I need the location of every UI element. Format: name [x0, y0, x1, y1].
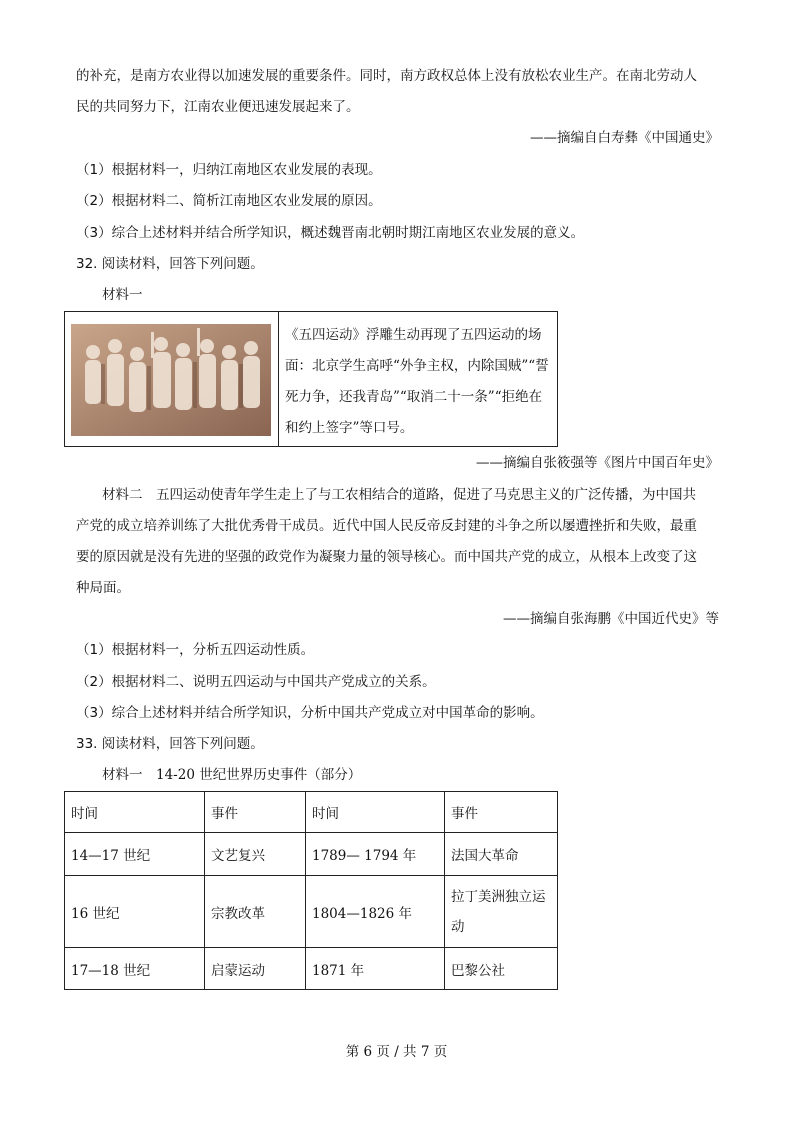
table-cell: 1789— 1794 年 [306, 833, 445, 876]
table-header-cell: 事件 [445, 792, 558, 833]
q32-material2-line1: 材料二 五四运动使青年学生走上了与工农相结合的道路，促进了马克思主义的广泛传播，为中国共 [102, 487, 696, 503]
table-cell: 17—18 世纪 [65, 948, 205, 990]
events-table [64, 791, 558, 990]
q32-material1-box [64, 311, 558, 447]
table-cell: 1871 年 [306, 948, 445, 990]
q32-sub2: （2）根据材料二、说明五四运动与中国共产党成立的关系。 [76, 674, 436, 690]
q32-heading: 32. 阅读材料，回答下列问题。 [76, 256, 264, 272]
q31-sub2: （2）根据材料二、简析江南地区农业发展的原因。 [76, 193, 382, 209]
q32-material1-source: ——摘编自张筱强等《图片中国百年史》 [476, 455, 719, 471]
intro-source: ——摘编自白寿彝《中国通史》 [530, 130, 719, 146]
table-header-cell: 事件 [205, 792, 306, 833]
q31-sub1: （1）根据材料一，归纳江南地区农业发展的表现。 [76, 162, 382, 178]
q33-heading: 33. 阅读材料，回答下列问题。 [76, 736, 264, 752]
table-header-row [65, 792, 558, 833]
table-cell: 宗教改革 [205, 876, 306, 948]
table-header-cell: 时间 [306, 792, 445, 833]
table-cell: 1804—1826 年 [306, 876, 445, 948]
q32-material2-line4: 种局面。 [76, 580, 130, 596]
table-row [65, 948, 558, 990]
q32-sub1: （1）根据材料一，分析五四运动性质。 [76, 642, 315, 658]
q31-sub3: （3）综合上述材料并结合所学知识，概述魏晋南北朝时期江南地区农业发展的意义。 [76, 225, 585, 241]
q33-material1-title: 材料一 14-20 世纪世界历史事件（部分） [102, 767, 362, 783]
may-fourth-relief-image [71, 324, 271, 436]
q32-material1-label: 材料一 [102, 287, 143, 303]
q32-material1-caption: 《五四运动》浮雕生动再现了五四运动的场面：北京学生高呼“外争主权，内除国贼”“誓死力争，还我青岛”“取消二十一条”“拒绝在和约上签字”等口号。 [285, 327, 549, 436]
table-cell: 法国大革命 [445, 833, 558, 876]
table-row [65, 833, 558, 876]
page-footer: 第 6 页 / 共 7 页 [345, 1044, 448, 1060]
q32-material2-source: ——摘编自张海鹏《中国近代史》等 [503, 611, 719, 627]
table-cell: 文艺复兴 [205, 833, 306, 876]
table-cell: 14—17 世纪 [65, 833, 205, 876]
table-header-cell: 时间 [65, 792, 205, 833]
q32-material2-line3: 要的原因就是没有先进的坚强的政党作为凝聚力量的领导核心。而中国共产党的成立，从根本上改变了这 [76, 549, 697, 565]
q32-material2-line2: 产党的成立培养训练了大批优秀骨干成员。近代中国人民反帝反封建的斗争之所以屡遭挫折和失败，最重 [76, 518, 697, 534]
intro-line-2: 民的共同努力下，江南农业便迅速发展起来了。 [76, 99, 360, 115]
table-cell: 巴黎公社 [445, 948, 558, 990]
table-cell: 16 世纪 [65, 876, 205, 948]
intro-line-1: 的补充，是南方农业得以加速发展的重要条件。同时，南方政权总体上没有放松农业生产。在南北劳动人 [76, 68, 697, 84]
table-row [65, 876, 558, 948]
table-cell: 拉丁美洲独立运动 [445, 876, 558, 948]
table-cell: 启蒙运动 [205, 948, 306, 990]
q32-sub3: （3）综合上述材料并结合所学知识，分析中国共产党成立对中国革命的影响。 [76, 705, 544, 721]
